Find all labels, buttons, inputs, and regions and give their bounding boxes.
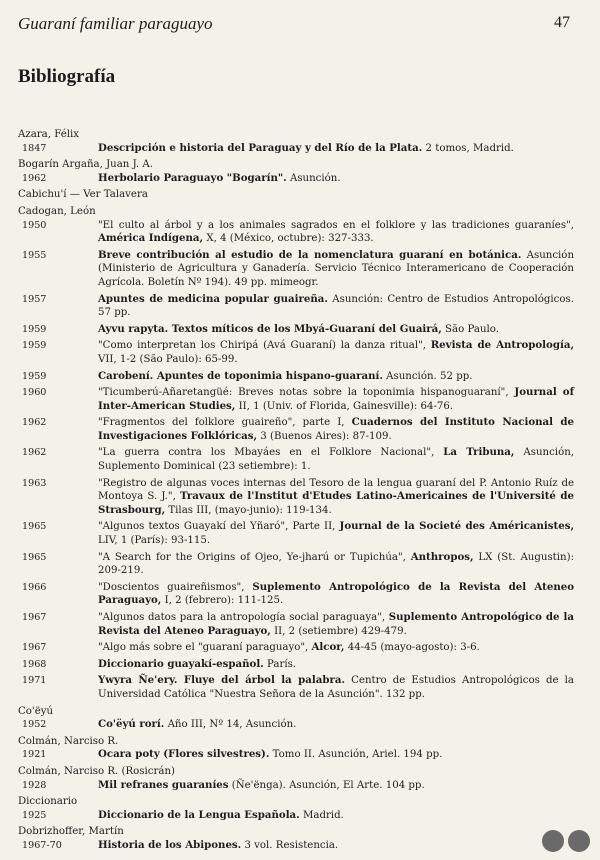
entry-text (98, 172, 574, 186)
entry-detail: 3 vol. Resistencia. (241, 839, 339, 851)
entry-detail: I, 2 (febrero): 111-125. (161, 595, 284, 607)
entry-text (98, 339, 574, 366)
entry-text (98, 142, 574, 156)
entry-year: 1959 (22, 340, 47, 352)
entry-title: Cuadernos del Instituto Nacional de Investigaciones Folklóricas, (98, 416, 574, 442)
entry-year: 1928 (22, 779, 47, 791)
entry-title: Historia de los Abipones. (98, 838, 242, 851)
section-title: Bibliografía (18, 66, 116, 87)
entry-detail: Año III, Nº 14, Asunción. (164, 719, 297, 731)
bibliography-list (18, 128, 574, 856)
entry-author: Cabichu'í — Ver Talavera (18, 189, 148, 201)
entry-title: Revista de Antropología, (430, 339, 574, 352)
entry-text (98, 477, 574, 518)
entry-text (98, 839, 574, 853)
entry-year: 1963 (22, 477, 47, 489)
entry-detail: Tilas III, (mayo-junio): 119-134. (165, 504, 332, 516)
entry-detail: Asunción. 52 pp. (382, 370, 473, 382)
entry-title: Co'ëyú rorí. (98, 718, 165, 731)
entry-year: 1952 (22, 719, 47, 731)
entry-detail: 44-45 (mayo-agosto): 3-6. (344, 642, 480, 654)
entry-title: Ayvu rapyta. Textos míticos de los Mbyá-Guaraní del Guairá, (98, 322, 442, 335)
entry-detail: Asunción. (286, 172, 341, 184)
entry-title: Suplemento Antropológico de la Revista del Ateneo Paraguayo, (98, 611, 574, 637)
entry-detail: "Algunos datos para la antropología social paraguaya", (98, 612, 389, 623)
entry-detail: Tomo II. Asunción, Ariel. 194 pp. (269, 749, 443, 761)
entry-year: 1950 (22, 219, 47, 231)
corner-decoration (542, 830, 590, 852)
entry-detail: Centro de Estudios Antropológicos de la Universidad Católica "Nuestra Señora de la Asunción". 132 pp. (98, 675, 574, 700)
entry-detail: LIV, 1 (París): 93-115. (98, 535, 211, 547)
entry-work (18, 386, 574, 413)
entry-detail: 3 (Buenos Aires): 87-109. (257, 430, 392, 442)
entry-work (18, 658, 574, 672)
entry-year: 1959 (22, 370, 47, 382)
entry-title: Travaux de l'Institut d'Etudes Latino-Americaines de l'Université de Strasbourg, (98, 490, 574, 516)
entry-text (98, 249, 574, 290)
entry-year: 1960 (22, 387, 47, 399)
entry-year: 1925 (22, 809, 47, 821)
entry-work (18, 293, 574, 320)
entry-detail: X, 4 (México, octubre): 327-333. (203, 233, 374, 245)
entry-detail: "A Search for the Origins of Ojeo, Ye-jharú or Tupichúa", (98, 551, 411, 563)
entry-detail: São Paulo. (441, 323, 499, 335)
page-number: 47 (554, 14, 570, 31)
entry-work (18, 520, 574, 547)
entry-year: 1968 (22, 658, 47, 670)
entry-detail: (Ñe'ënga). Asunción, El Arte. 104 pp. (228, 779, 425, 791)
entry-author: Colmán, Narciso R. (18, 735, 119, 747)
entry-detail: LX (St. Augustin): 209-219. (98, 551, 574, 577)
entry-author: Cadogan, León (18, 205, 96, 217)
entry-work (18, 779, 574, 793)
entry-year: 1847 (22, 142, 47, 154)
entry-detail: II, 1 (Univ. of Florida, Gainesville): 64-76. (235, 400, 454, 412)
entry-text (98, 416, 574, 443)
circle-icon (568, 830, 590, 852)
entry-title: Journal of Inter-American Studies, (98, 386, 574, 412)
entry-detail: Madrid. (299, 809, 344, 821)
entry-text (98, 446, 574, 473)
entry-text (98, 293, 574, 320)
entry-text (98, 748, 574, 762)
entry-author: Azara, Félix (18, 129, 80, 140)
entry-work (18, 249, 574, 290)
entry-title: Alcor, (311, 641, 345, 654)
entry-work (18, 581, 574, 608)
entry-year: 1971 (22, 675, 47, 687)
entry-year: 1957 (22, 293, 47, 305)
entry-text (98, 674, 574, 701)
entry-work (18, 839, 574, 853)
entry-year: 1967-70 (22, 839, 62, 851)
entry-detail: París. (263, 658, 297, 670)
entry-year: 1967 (22, 612, 47, 623)
entry-title: Descripción e historia del Paraguay y del Río de la Plata. (98, 141, 423, 154)
entry-title: Ywyra Ñe'ery. Fluye del árbol la palabra. (98, 674, 345, 687)
entry-title: Carobení. Apuntes de toponimia hispano-guaraní. (98, 369, 383, 382)
entry-detail: "El culto al árbol y a los animales sagrados en el folklore y las tradiciones guaraníes", (98, 219, 574, 231)
entry-detail: VII, 1-2 (São Paulo): 65-99. (98, 353, 238, 365)
entry-detail: Asunción, Suplemento Dominical (23 setiembre): 1. (98, 447, 575, 473)
entry-title: Apuntes de medicina popular guaireña. (98, 292, 328, 305)
entry-title: Breve contribución al estudio de la nomenclatura guaraní en botánica. (98, 248, 522, 261)
entry-work (18, 674, 574, 701)
entry-detail: Asunción: Centro de Estudios Antropológicos. 57 pp. (98, 293, 574, 319)
entry-year: 1965 (22, 521, 47, 533)
entry-title: Herbolario Paraguayo "Bogarín". (98, 171, 287, 184)
entry-text (98, 718, 574, 732)
entry-work (18, 551, 574, 578)
entry-text (98, 219, 574, 246)
entry-detail: "Algo más sobre el "guaraní paraguayo", (98, 642, 312, 654)
entry-work (18, 809, 574, 823)
entry-year: 1962 (22, 417, 47, 429)
entry-year: 1955 (22, 249, 47, 261)
entry-author: Dobrizhoffer, Martín (18, 826, 124, 838)
entry-work (18, 748, 574, 762)
entry-title: Ocara poty (Flores silvestres). (98, 748, 270, 761)
entry-detail: "Registro de algunas voces internas del Tesoro de la lengua guaraní del P. Antonio Ruíz de Montoya S. J.", (98, 477, 574, 503)
running-title: Guaraní familiar paraguayo (18, 14, 213, 33)
entry-year: 1962 (22, 172, 47, 184)
entry-year: 1965 (22, 551, 47, 563)
entry-text (98, 641, 574, 655)
entry-year: 1962 (22, 447, 47, 459)
entry-author: Bogarín Argaña, Juan J. A. (18, 159, 153, 171)
entry-title: Suplemento Antropológico de la Revista del Ateneo Paraguayo, (98, 580, 574, 607)
entry-text (98, 658, 574, 672)
entry-author: Co'ëyú (18, 705, 54, 717)
entry-work (18, 219, 574, 246)
entry-author: Colmán, Narciso R. (Rosicrán) (18, 765, 175, 777)
entry-work (18, 370, 574, 384)
entry-text (98, 611, 574, 638)
entry-detail: "Como interpretan los Chiripá (Avá Guaraní) la danza ritual", (98, 340, 431, 352)
entry-year: 1921 (22, 749, 47, 761)
entry-work (18, 323, 574, 337)
entry-title: La Tribuna, (443, 446, 515, 459)
entry-year: 1967 (22, 642, 47, 654)
entry-detail: 2 tomos, Madrid. (422, 142, 514, 154)
entry-title: Diccionario guayakí-español. (98, 657, 264, 670)
entry-text (98, 779, 574, 793)
entry-work (18, 416, 574, 443)
entry-detail: "Ticumberú-Añaretangüé: Breves notas sobre la toponimia hispanoguaraní", (98, 387, 515, 399)
entry-year: 1966 (22, 581, 47, 593)
entry-detail: "Fragmentos del folklore guaireño", parte I, (98, 417, 352, 429)
entry-title: Diccionario de la Lengua Española. (98, 808, 300, 821)
entry-work (18, 172, 574, 186)
entry-title: América Indígena, (98, 232, 204, 245)
entry-work (18, 718, 574, 732)
entry-author: Diccionario (18, 796, 78, 808)
entry-work (18, 142, 574, 156)
entry-text (98, 809, 574, 823)
entry-text (98, 551, 574, 578)
entry-text (98, 370, 574, 384)
entry-text (98, 386, 574, 413)
entry-detail: Asunción (Ministerio de Agricultura y Ganadería. Servicio Técnico Interamericano de Cooperación Agrícola. Boletín Nº 194). 49 pp. mimeogr. (98, 249, 574, 288)
entry-detail: "Doscientos guaireñismos", (98, 581, 253, 593)
entry-work (18, 641, 574, 655)
entry-detail: II, 2 (setiembre) 429-479. (270, 625, 407, 637)
entry-title: Journal de la Societé des Américanistes, (339, 520, 575, 533)
entry-title: Anthropos, (410, 550, 474, 563)
entry-detail: "Algunos textos Guayakí del Yñaró", Parte II, (98, 521, 340, 533)
entry-text (98, 581, 574, 608)
entry-work (18, 446, 574, 473)
entry-detail: "La guerra contra los Mbayáes en el Folklore Nacional", (98, 447, 444, 459)
circle-icon (542, 830, 564, 852)
page-header (18, 14, 582, 36)
entry-text (98, 520, 574, 547)
entry-work (18, 611, 574, 638)
entry-work (18, 339, 574, 366)
entry-work (18, 477, 574, 518)
entry-title: Mil refranes guaraníes (98, 778, 229, 791)
entry-text (98, 323, 574, 337)
entry-year: 1959 (22, 323, 47, 335)
